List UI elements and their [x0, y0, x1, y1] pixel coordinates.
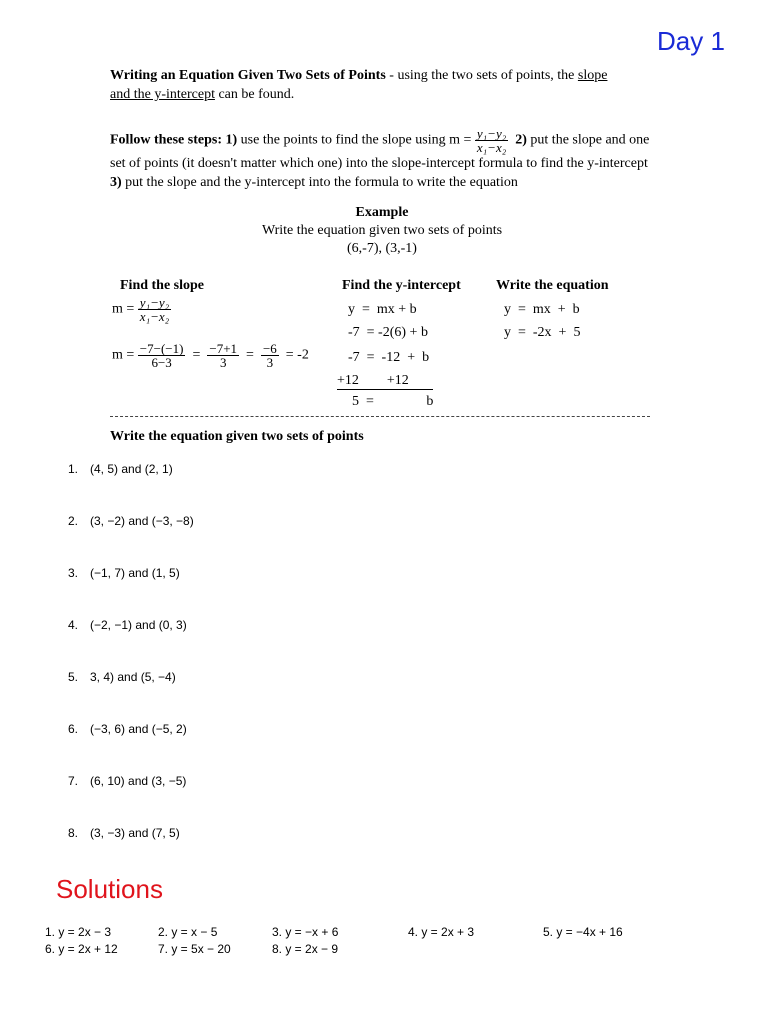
slope-formula-denominator: x₁−x₂ — [476, 140, 507, 155]
step-1-number: 1) — [225, 132, 238, 148]
exercise-heading: Write the equation given two sets of points — [110, 429, 364, 444]
solution-6: 6. y = 2x + 12 — [45, 942, 118, 956]
intercept-line-1: y = mx + b — [348, 302, 417, 317]
intro-underlined-y-intercept: and the y-intercept — [110, 87, 215, 102]
problem-number: 3. — [68, 566, 79, 580]
slope-calc-result: = -2 — [285, 347, 309, 363]
problem-text: 3, 4) and (5, −4) — [90, 670, 176, 684]
example-title: Example — [355, 205, 409, 220]
problem-number: 1. — [68, 462, 79, 476]
dashed-separator — [110, 416, 650, 417]
problem-text: (3, −2) and (−3, −8) — [90, 514, 194, 528]
slope-calc-f1-num: −7−(−1) — [139, 341, 184, 356]
solution-3: 3. y = −x + 6 — [272, 925, 339, 939]
problem-text: (−1, 7) and (1, 5) — [90, 566, 180, 580]
equation-line-1: y = mx + b — [504, 302, 580, 317]
problem-text: (−3, 6) and (−5, 2) — [90, 722, 187, 736]
slope-formula-fraction — [475, 127, 508, 154]
solution-1: 1. y = 2x − 3 — [45, 925, 112, 939]
slope-calc-f2-den: 3 — [219, 355, 227, 370]
slope-calc-m-label: m = — [112, 347, 135, 363]
col-find-intercept-title: Find the y-intercept — [342, 278, 461, 293]
problem-item — [68, 670, 176, 684]
step-3-number: 3) — [110, 175, 122, 190]
intercept-line-4: +12 +12 — [337, 373, 433, 390]
slope-formula-fraction-2 — [138, 296, 171, 323]
slope-calc-fraction-3 — [261, 342, 279, 369]
solutions-title: Solutions — [56, 874, 163, 904]
problem-text: (−2, −1) and (0, 3) — [90, 618, 187, 632]
problem-number: 4. — [68, 618, 79, 632]
example-points: (6,-7), (3,-1) — [347, 241, 417, 256]
equation-line-2: y = -2x + 5 — [504, 325, 581, 340]
intercept-line-5: 5 = b — [352, 394, 434, 409]
intro-text-end: can be found. — [214, 87, 295, 102]
slope-formula-numerator: y₁−y₂ — [476, 126, 507, 141]
solution-4: 4. y = 2x + 3 — [408, 925, 475, 939]
steps-paragraph — [110, 127, 655, 192]
problem-number: 5. — [68, 670, 79, 684]
slope-calc-f2-num: −7+1 — [209, 341, 238, 356]
problem-item — [68, 514, 194, 528]
solution-5: 5. y = −4x + 16 — [543, 925, 623, 939]
slope-formula-block — [112, 296, 171, 323]
problem-number: 6. — [68, 722, 79, 736]
problem-item — [68, 722, 187, 736]
slope-calc-fraction-1 — [138, 342, 186, 369]
problem-item — [68, 566, 180, 580]
solution-8: 8. y = 2x − 9 — [272, 942, 339, 956]
solution-2: 2. y = x − 5 — [158, 925, 218, 939]
step-2-number: 2) — [515, 132, 527, 148]
slope-calculation — [112, 342, 309, 369]
problem-number: 8. — [68, 826, 79, 840]
problem-text: (3, −3) and (7, 5) — [90, 826, 180, 840]
intro-underlined-slope: slope — [577, 68, 608, 83]
steps-label: Follow these steps: — [110, 132, 222, 148]
problem-item — [68, 826, 180, 840]
intercept-line-3: -7 = -12 + b — [348, 350, 430, 365]
step-2-text: put the slope and one set of points (it doesn't matter which one) into the slope-intercept formula to find the y-intercept — [110, 132, 650, 171]
slope-calc-f1-den: 6−3 — [151, 355, 172, 370]
example-subtitle: Write the equation given two sets of points — [261, 223, 503, 238]
page-day-label: Day 1 — [657, 26, 725, 56]
intro-text: - using the two sets of points, the — [385, 68, 578, 83]
slope-m-label: m = — [112, 301, 135, 317]
slope-formula-numerator-2: y₁−y₂ — [139, 295, 170, 310]
intro-title: Writing an Equation Given Two Sets of Points — [110, 68, 386, 83]
problem-number: 7. — [68, 774, 79, 788]
problem-text: (4, 5) and (2, 1) — [90, 462, 173, 476]
slope-calc-f3-den: 3 — [266, 355, 274, 370]
slope-calc-f3-num: −6 — [262, 341, 277, 356]
problem-item — [68, 462, 173, 476]
solution-7: 7. y = 5x − 20 — [158, 942, 231, 956]
problem-number: 2. — [68, 514, 79, 528]
problem-text: (6, 10) and (3, −5) — [90, 774, 187, 788]
col-write-equation-title: Write the equation — [496, 278, 609, 293]
intercept-line-2: -7 = -2(6) + b — [348, 325, 428, 340]
problem-item — [68, 774, 186, 788]
slope-calc-eq-1: = — [192, 347, 201, 363]
slope-formula-denominator-2: x₁−x₂ — [139, 309, 170, 324]
step-3-text: put the slope and the y-intercept into the formula to write the equation — [121, 175, 518, 190]
slope-calc-fraction-2 — [207, 342, 239, 369]
slope-calc-eq-2: = — [246, 347, 254, 363]
step-1-text: use the points to find the slope using m = — [237, 132, 472, 148]
col-find-slope-title: Find the slope — [120, 278, 205, 293]
problem-item — [68, 618, 187, 632]
intro-paragraph — [110, 66, 670, 104]
